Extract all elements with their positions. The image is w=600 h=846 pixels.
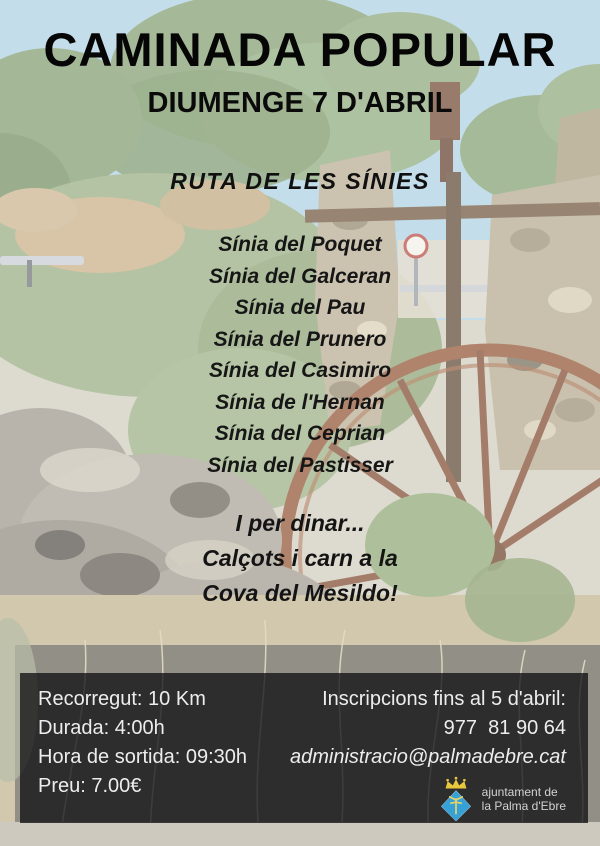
route-title: RUTA DE LES SÍNIES — [170, 168, 430, 194]
inscription-deadline: Inscripcions fins al 5 d'abril: — [322, 688, 566, 710]
detail-distance: Recorregut: 10 Km — [38, 688, 206, 710]
route-stop: Sínia del Pau — [234, 296, 366, 319]
town-hall-logo — [290, 776, 566, 822]
route-stop: Sínia del Ceprian — [214, 422, 386, 445]
route-stop: Sínia del Pastisser — [207, 453, 393, 477]
route-stop: Sínia del Poquet — [218, 233, 382, 256]
town-hall-name-line: ajuntament de — [481, 785, 558, 799]
town-hall-name — [482, 785, 566, 813]
route-stop: Sínia del Galceran — [208, 264, 392, 288]
route-stop: Sínia del Casimiro — [208, 359, 392, 382]
info-box — [20, 673, 588, 823]
dinner-line: I per dinar... — [235, 510, 365, 536]
event-details — [38, 685, 247, 823]
poster-title: CAMINADA POPULAR — [43, 23, 557, 76]
poster-subtitle: DIUMENGE 7 D'ABRIL — [147, 87, 453, 119]
coat-of-arms-icon — [438, 776, 474, 822]
inscription-details — [290, 685, 566, 823]
town-hall-name-line: la Palma d'Ebre — [481, 799, 566, 813]
email-address: administracio@palmadebre.cat — [290, 746, 566, 768]
route-stop: Sínia del Prunero — [213, 327, 387, 351]
dinner-note — [0, 506, 600, 611]
dinner-line: Cova del Mesildo! — [202, 580, 398, 606]
detail-price: Preu: 7.00€ — [38, 775, 142, 797]
dinner-line: Calçots i carn a la — [202, 545, 398, 571]
phone-number: 977 81 90 64 — [443, 717, 566, 739]
route-stop: Sínia de l'Hernan — [215, 390, 385, 414]
detail-start-time: Hora de sortida: 09:30h — [38, 746, 248, 768]
detail-duration: Durada: 4:00h — [38, 717, 165, 739]
route-stop-list — [0, 229, 600, 481]
